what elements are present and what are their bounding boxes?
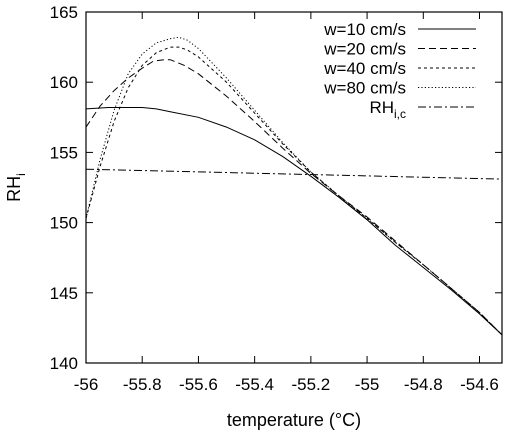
x-axis	[74, 12, 499, 394]
y-tick-label: 155	[49, 143, 78, 163]
x-tick-label: -54.8	[403, 375, 443, 394]
legend-label: w=40 cm/s	[324, 59, 406, 78]
y-axis-label-main: RH	[4, 175, 24, 202]
x-tick-label: -55	[354, 375, 380, 394]
series-line	[86, 108, 502, 335]
x-axis-label: temperature (°C)	[226, 410, 362, 430]
series-line	[86, 169, 502, 179]
y-tick-label: 165	[49, 3, 78, 22]
y-tick-label: 140	[49, 354, 78, 373]
series-line	[86, 60, 502, 335]
series-line	[86, 37, 502, 335]
y-axis-label-sub: i	[14, 173, 28, 176]
y-tick-label: 150	[49, 213, 78, 233]
y-axis-label	[4, 173, 28, 202]
y-tick-label: 160	[49, 73, 78, 93]
legend-label: w=80 cm/s	[324, 78, 406, 98]
x-tick-label: -55.2	[291, 375, 331, 394]
legend	[323, 20, 476, 121]
series-line	[86, 47, 502, 335]
legend-label: w=10 cm/s	[324, 20, 406, 39]
x-tick-label: -55.8	[122, 375, 162, 394]
x-tick-label: -54.6	[460, 375, 499, 394]
legend-label	[369, 98, 406, 121]
legend-label-sub: i,c	[394, 107, 406, 121]
legend-label: w=20 cm/s	[324, 39, 406, 59]
y-axis	[50, 3, 502, 373]
x-tick-label: -55.6	[179, 375, 218, 394]
legend-label-main: RH	[369, 98, 394, 117]
plot-lines	[86, 37, 502, 335]
x-tick-label: -55.4	[235, 375, 275, 394]
x-tick-label: -56	[73, 375, 99, 394]
y-tick-label: 145	[49, 283, 78, 303]
